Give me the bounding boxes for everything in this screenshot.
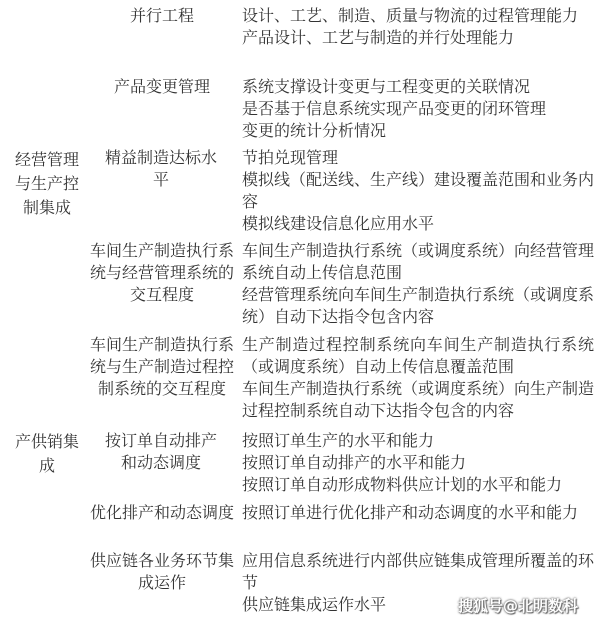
item-product-change-management: 产品变更管理 xyxy=(113,77,210,96)
item-optimized-scheduling: 优化排产和动态调度 xyxy=(90,503,235,522)
desc-line: 模拟线建设信息化应用水平 xyxy=(242,214,435,233)
item-supply-chain-integration: 供应链各业务环节集成运作 xyxy=(90,551,235,592)
watermark: 搜狐号@北明数科 xyxy=(458,597,579,615)
desc-concurrent-engineering xyxy=(242,5,594,49)
item-mes-pcs-interaction: 车间生产制造执行系统与生产制造过程控制系统的交互程度 xyxy=(90,335,235,398)
category-production-supply-sales-integration: 产供销集成 xyxy=(14,432,79,475)
desc-line: 按照订单自动排产的水平和能力 xyxy=(242,453,467,472)
desc-line: 按照订单自动形成物料供应计划的水平和能力 xyxy=(242,475,563,494)
category-business-production-integration: 经营管理与生产控制集成 xyxy=(14,150,79,217)
desc-line: 变更的统计分析情况 xyxy=(242,121,387,140)
desc-line: 按照订单进行优化排产和动态调度的水平和能力 xyxy=(242,503,579,522)
desc-line: 应用信息系统进行内部供应链集成管理所覆盖的环节 xyxy=(242,551,595,592)
item-lean-manufacturing-level: 精益制造达标水平 xyxy=(104,148,217,189)
desc-lean-manufacturing-level xyxy=(242,147,594,235)
desc-mes-erp-interaction xyxy=(242,240,594,328)
desc-mes-pcs-interaction xyxy=(242,334,594,422)
desc-line: 按照订单生产的水平和能力 xyxy=(242,431,435,450)
desc-line: 产品设计、工艺与制造的并行处理能力 xyxy=(242,28,515,47)
desc-line: 是否基于信息系统实现产品变更的闭环管理 xyxy=(242,99,547,118)
desc-line: 生产制造过程控制系统向车间生产制造执行系统（或调度系统）自动上传信息覆盖范围 xyxy=(242,335,594,376)
desc-line: 系统支撑设计变更与工程变更的关联情况 xyxy=(242,77,531,96)
desc-line: 模拟线（配送线、生产线）建设覆盖范围和业务内容 xyxy=(242,170,595,211)
item-concurrent-engineering: 并行工程 xyxy=(129,6,194,25)
item-mes-erp-interaction: 车间生产制造执行系统与经营管理系统的交互程度 xyxy=(90,241,235,304)
desc-line: 车间生产制造执行系统（或调度系统）向经营管理系统自动上传信息范围 xyxy=(242,241,595,282)
desc-optimized-scheduling xyxy=(242,502,594,524)
desc-product-change-management xyxy=(242,76,594,142)
desc-order-scheduling xyxy=(242,430,594,496)
desc-line: 经营管理系统向车间生产制造执行系统（或调度系统）自动下达指令包含内容 xyxy=(242,285,595,326)
desc-line: 节拍兑现管理 xyxy=(242,148,339,167)
item-order-scheduling: 按订单自动排产和动态调度 xyxy=(104,431,217,472)
desc-line: 设计、工艺、制造、质量与物流的过程管理能力 xyxy=(242,6,579,25)
desc-line: 供应链集成运作水平 xyxy=(242,595,387,614)
desc-line: 车间生产制造执行系统（或调度系统）向生产制造过程控制系统自动下达指令包含的内容 xyxy=(242,379,595,420)
